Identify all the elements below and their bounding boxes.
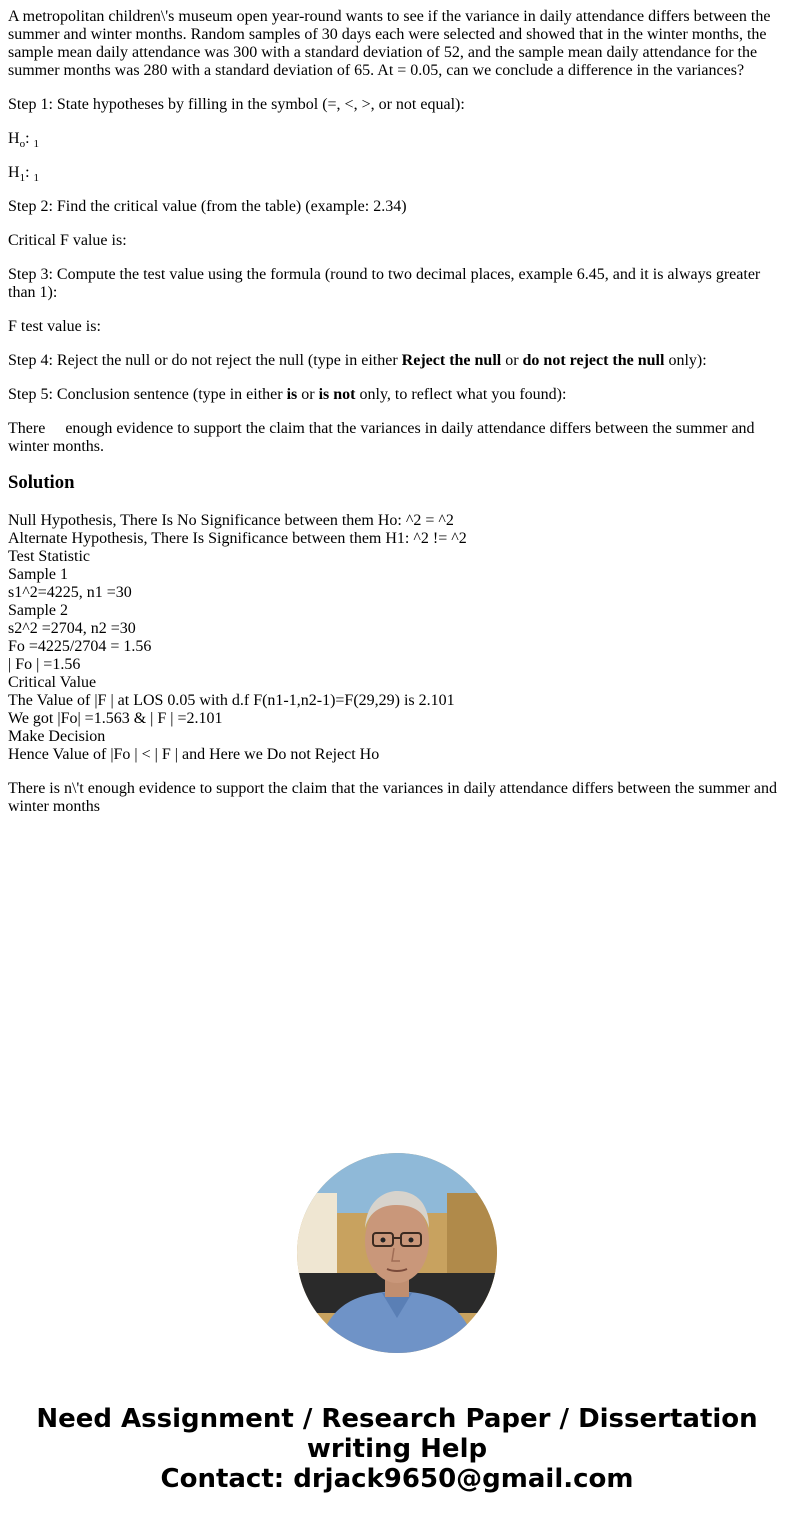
step4-text <box>8 352 786 370</box>
author-avatar <box>297 1153 497 1353</box>
solution-line: Critical Value <box>8 674 97 691</box>
step4-bold-reject: Reject the null <box>401 352 502 369</box>
step5-bold-is-not: is not <box>318 386 356 403</box>
step4-post: only): <box>664 352 707 369</box>
solution-final: There is n\'t enough evidence to support the claim that the variances in daily attendance differs between the summer and winter months <box>8 780 777 815</box>
step4-pre: Step 4: Reject the null or do not reject the null (type in either <box>8 352 402 369</box>
solution-line: Test Statistic <box>8 548 90 565</box>
critical-label: Critical F value is: <box>8 232 127 249</box>
h1-sub: 1 <box>19 172 26 185</box>
banner-line-3: Contact: drjack9650@gmail.com <box>160 1464 634 1494</box>
solution-lines <box>8 512 786 764</box>
step1-text: Step 1: State hypotheses by filling in the symbol (=, <, >, or not equal): <box>8 96 465 113</box>
h0-letter: H <box>8 130 20 147</box>
solution-line: Null Hypothesis, There Is No Significance between them Ho: ^2 = ^2 <box>8 512 454 529</box>
h0-trail: 1 <box>33 138 40 151</box>
h0-sub: o <box>19 138 26 151</box>
author-photo <box>297 1153 497 1353</box>
step4-mid: or <box>501 352 523 369</box>
step5-pre: Step 5: Conclusion sentence (type in either <box>8 386 287 403</box>
solution-line: Fo =4225/2704 = 1.56 <box>8 638 152 655</box>
banner-line-2: writing Help <box>306 1434 488 1464</box>
conclusion-post: enough evidence to support the claim that the variances in daily attendance differs between the summer and winter months. <box>8 420 755 455</box>
step3-text: Step 3: Compute the test value using the formula (round to two decimal places, example 6.45, and it is always greater than 1): <box>8 266 761 301</box>
step4-bold-not-reject: do not reject the null <box>522 352 665 369</box>
h1-letter: H <box>8 164 20 181</box>
solution-line: Sample 1 <box>8 566 68 583</box>
step5-mid: or <box>297 386 319 403</box>
h1-colon: : <box>25 164 30 181</box>
ftest-label: F test value is: <box>8 318 101 335</box>
solution-line: s2^2 =2704, n2 =30 <box>8 620 136 637</box>
solution-line: Sample 2 <box>8 602 68 619</box>
conclusion-pre: There <box>8 420 46 437</box>
h1-trail: 1 <box>33 172 40 185</box>
solution-line: We got |Fo| =1.563 & | F | =2.101 <box>8 710 223 727</box>
solution-line: s1^2=4225, n1 =30 <box>8 584 132 601</box>
step5-post: only, to reflect what you found): <box>355 386 567 403</box>
promo-banner <box>0 1404 794 1494</box>
conclusion-sentence <box>8 420 786 456</box>
h1-line <box>8 164 786 185</box>
solution-line: Hence Value of |Fo | < | F | and Here we Do not Reject Ho <box>8 746 380 763</box>
h0-line <box>8 130 786 151</box>
solution-line: | Fo | =1.56 <box>8 656 81 673</box>
solution-line: Alternate Hypothesis, There Is Significance between them H1: ^2 != ^2 <box>8 530 467 547</box>
step5-bold-is: is <box>286 386 298 403</box>
document-body <box>8 8 786 832</box>
banner-line-1: Need Assignment / Research Paper / Dissertation <box>36 1404 758 1434</box>
solution-line: Make Decision <box>8 728 106 745</box>
step2-text: Step 2: Find the critical value (from the table) (example: 2.34) <box>8 198 407 215</box>
h0-colon: : <box>25 130 30 147</box>
step5-text <box>8 386 786 404</box>
question-intro: A metropolitan children\'s museum open year-round wants to see if the variance in daily attendance differs between the summer and winter months. Random samples of 30 days each were selected and showed that in the winter months, the sample mean daily attendance was 300 with a standard deviation of 52, and the sample mean daily attendance for the summer months was 280 with a standard deviation of 65. At = 0.05, can we conclude a difference in the variances? <box>8 8 771 79</box>
solution-line: The Value of |F | at LOS 0.05 with d.f F(n1-1,n2-1)=F(29,29) is 2.101 <box>8 692 455 709</box>
solution-heading: Solution <box>8 472 75 493</box>
